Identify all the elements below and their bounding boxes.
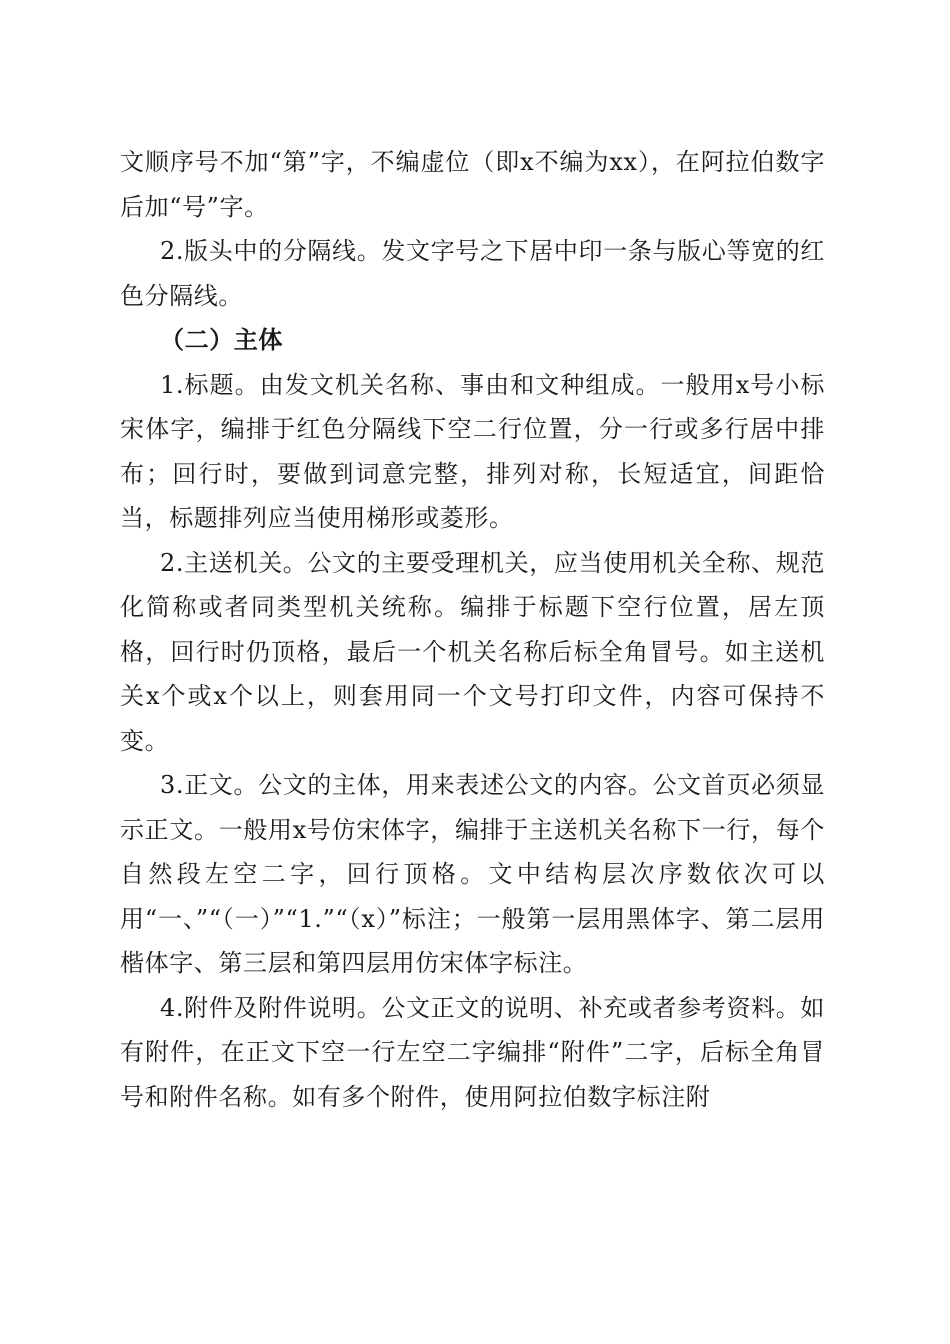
paragraph-separator-line: 2.版头中的分隔线。发文字号之下居中印一条与版心等宽的红色分隔线。 — [120, 237, 825, 310]
paragraph-main-recipient: 2.主送机关。公文的主要受理机关，应当使用机关全称、规范化简称或者同类型机关统称。编排于标题下空行位置，居左顶格，回行时仍顶格，最后一个机关名称后标全角冒号。如主送机关x个或x个以上，则套用同一个文号打印文件，内容可保持不变。 — [120, 548, 825, 755]
paragraph-attachments: 4.附件及附件说明。公文正文的说明、补充或者参考资料。如有附件，在正文下空一行左空二字编排“附件”二字，后标全角冒号和附件名称。如有多个附件，使用阿拉伯数字标注附 — [120, 993, 825, 1111]
document-body — [120, 140, 825, 1119]
paragraph-title: 1.标题。由发文机关名称、事由和文种组成。一般用x号小标宋体字，编排于红色分隔线下空二行位置，分一行或多行居中排布；回行时，要做到词意完整，排列对称，长短适宜，间距恰当，标题排列应当使用梯形或菱形。 — [120, 370, 825, 532]
section-heading-main-body: （二）主体 — [160, 325, 283, 354]
paragraph-main-text: 3.正文。公文的主体，用来表述公文的内容。公文首页必须显示正文。一般用x号仿宋体字，编排于主送机关名称下一行，每个自然段左空二字，回行顶格。文中结构层次序数依次可以用“一、”“（一）”“1.”“（x）”标注；一般第一层用黑体字、第二层用楷体字、第三层和第四层用仿宋体字标注。 — [120, 771, 825, 977]
paragraph-continuation-serial-number: 文顺序号不加“第”字，不编虚位（即x不编为xx），在阿拉伯数字后加“号”字。 — [120, 148, 825, 221]
